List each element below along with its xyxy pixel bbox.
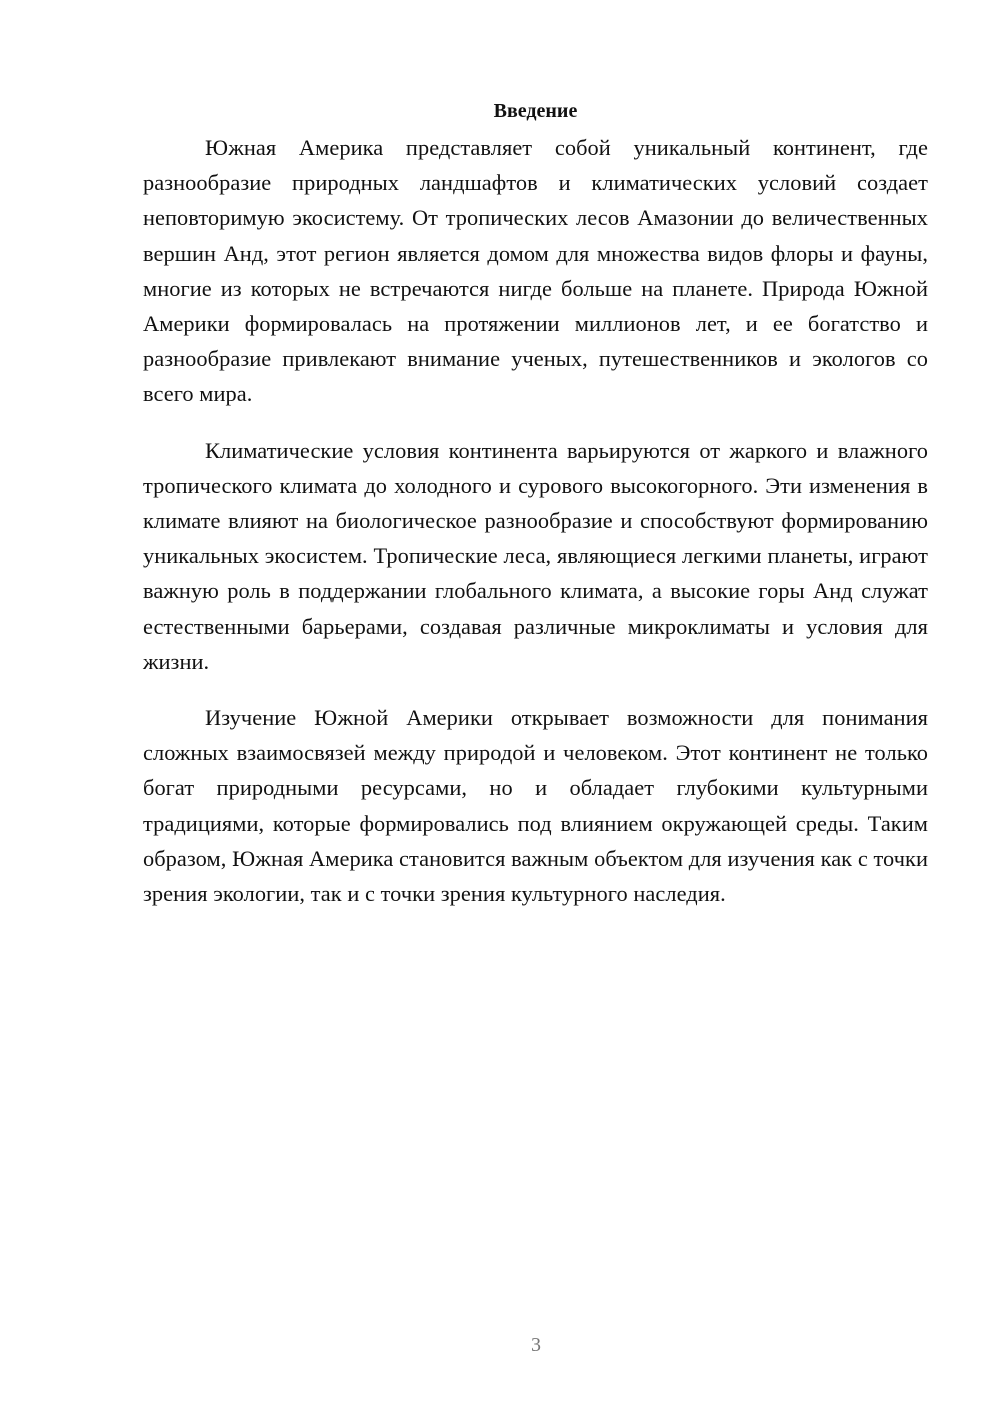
page-content bbox=[143, 96, 928, 932]
page-number: 3 bbox=[531, 1334, 541, 1356]
paragraph-2: Климатические условия континента варьируются от жаркого и влажного тропического климата до холодного и сурового высокогорного. Эти изменения в климате влияют на биологическое разнообразие и способствуют формированию уникальных экосистем. Тропические леса, являющиеся легкими планеты, играют важную роль в поддержании глобального климата, а высокие горы Анд служат естественными барьерами, создавая различные микроклиматы и условия для жизни. bbox=[143, 437, 928, 674]
paragraph-3: Изучение Южной Америки открывает возможности для понимания сложных взаимосвязей между природой и человеком. Этот континент не только богат природными ресурсами, но и обладает глубокими культурными традициями, которые формировались под влиянием окружающей среды. Таким образом, Южная Америка становится важным объектом для изучения как с точки зрения экологии, так и с точки зрения культурного наследия. bbox=[143, 705, 928, 907]
paragraph-1: Южная Америка представляет собой уникальный континент, где разнообразие природных ландшафтов и климатических условий создает неповторимую экосистему. От тропических лесов Амазонии до величественных вершин Анд, этот регион является домом для множества видов флоры и фауны, многие из которых не встречаются нигде больше на планете. Природа Южной Америки формировалась на протяжении миллионов лет, и ее богатство и разнообразие привлекают внимание ученых, путешественников и экологов со всего мира. bbox=[143, 135, 928, 407]
section-title: Введение bbox=[493, 100, 578, 122]
